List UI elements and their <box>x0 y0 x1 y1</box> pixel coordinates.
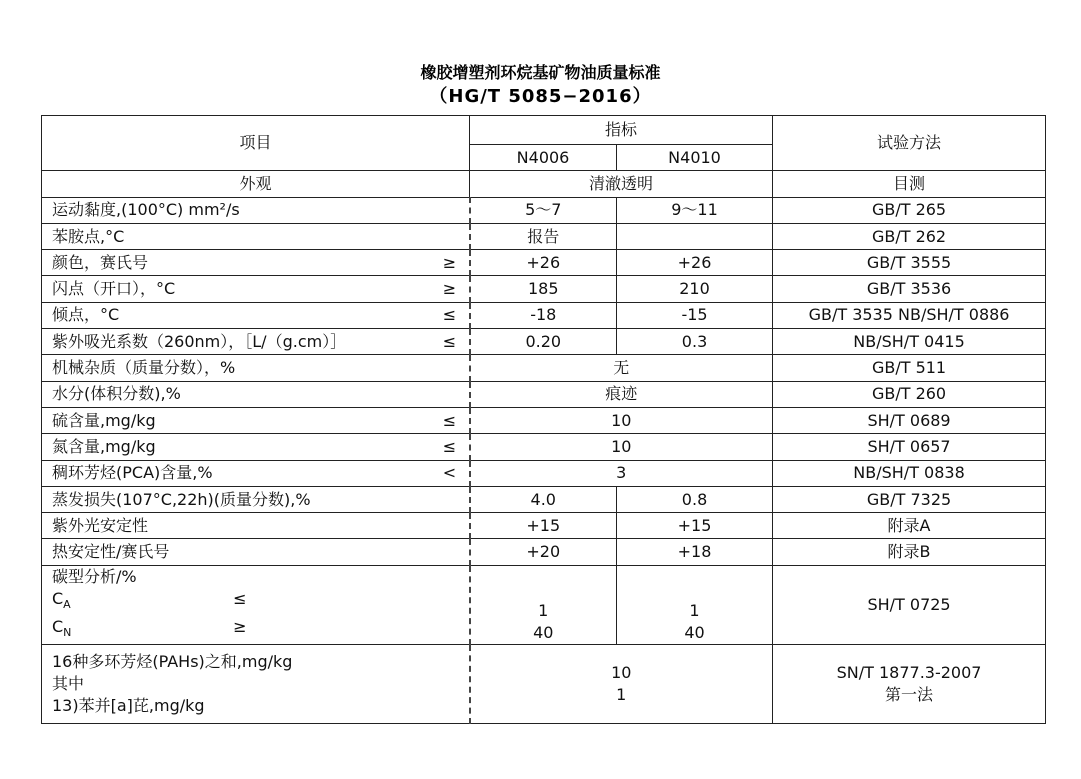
header-grade-n4006: N4006 <box>470 145 617 171</box>
header-index: 指标 <box>470 116 773 145</box>
row-label: 外观 <box>42 171 470 197</box>
table-row <box>42 460 1046 486</box>
row-sign <box>431 513 470 539</box>
row-value-n4010: +26 <box>617 250 773 276</box>
row-sign <box>431 223 470 249</box>
row-value: 10 <box>470 434 773 460</box>
row-method: NB/SH/T 0415 <box>773 329 1046 355</box>
row-value-n4006: 5～7 <box>470 197 617 223</box>
cn-sign: ≥ <box>233 616 247 636</box>
row-label: 运动黏度,(100°C) mm²/s <box>42 197 431 223</box>
row-label: 热安定性/赛氏号 <box>42 539 431 565</box>
row-value-n4006: 185 <box>470 276 617 302</box>
row-method: GB/T 3555 <box>773 250 1046 276</box>
ca-sign: ≤ <box>233 588 247 608</box>
document-title: 橡胶增塑剂环烷基矿物油质量标准 <box>420 63 661 82</box>
row-value-n4006: 1 40 <box>470 565 617 644</box>
spec-table <box>41 115 1046 724</box>
row-value: 痕迹 <box>470 381 773 407</box>
row-value-n4010: 1 40 <box>617 565 773 644</box>
row-sign: < <box>431 460 470 486</box>
row-value-n4006: +20 <box>470 539 617 565</box>
row-value-n4010: +15 <box>617 513 773 539</box>
row-method: 附录A <box>773 513 1046 539</box>
row-sign: ≤ <box>431 407 470 433</box>
row-method: SH/T 0689 <box>773 407 1046 433</box>
row-sign: ≤ <box>431 329 470 355</box>
row-label: 紫外光安定性 <box>42 513 431 539</box>
row-sign <box>431 355 470 381</box>
row-value-n4010: 0.3 <box>617 329 773 355</box>
row-value: 无 <box>470 355 773 381</box>
table-row <box>42 407 1046 433</box>
row-method: GB/T 3536 <box>773 276 1046 302</box>
table-row <box>42 355 1046 381</box>
standard-number: （HG/T 5085−2016） <box>429 86 652 107</box>
header-grade-n4010: N4010 <box>617 145 773 171</box>
carbon-label: 碳型分析/% <box>52 566 137 586</box>
row-method: GB/T 511 <box>773 355 1046 381</box>
table-row <box>42 539 1046 565</box>
row-method: SH/T 0725 <box>773 565 1046 644</box>
row-value-n4010 <box>617 223 773 249</box>
row-label: 紫外吸光系数（260nm），［L/（g.cm）］ <box>42 329 431 355</box>
row-value-n4006: 4.0 <box>470 486 617 512</box>
row-value: 10 1 <box>470 645 773 724</box>
row-sign: ≥ <box>431 250 470 276</box>
row-label: 苯胺点,°C <box>42 223 431 249</box>
row-label: 水分(体积分数),% <box>42 381 431 407</box>
row-sign: ≤ <box>431 434 470 460</box>
table-row-pah <box>42 645 1046 724</box>
row-method: GB/T 262 <box>773 223 1046 249</box>
row-label: 氮含量,mg/kg <box>42 434 431 460</box>
table-row <box>42 223 1046 249</box>
row-method: GB/T 260 <box>773 381 1046 407</box>
row-sign <box>431 645 470 724</box>
row-method: 附录B <box>773 539 1046 565</box>
row-value-n4010: 9～11 <box>617 197 773 223</box>
cn-label: $C_N$ <box>52 616 72 640</box>
row-value: 清澈透明 <box>470 171 773 197</box>
row-value-n4006: 报告 <box>470 223 617 249</box>
row-label: 闪点（开口），°C <box>42 276 431 302</box>
table-row <box>42 434 1046 460</box>
row-label: 硫含量,mg/kg <box>42 407 431 433</box>
row-method: SH/T 0657 <box>773 434 1046 460</box>
row-value-n4006: +26 <box>470 250 617 276</box>
table-row <box>42 381 1046 407</box>
header-item: 项目 <box>42 116 470 171</box>
row-value-n4006: -18 <box>470 302 617 328</box>
row-label: 16种多环芳烃(PAHs)之和,mg/kg 其中 13)苯并[a]芘,mg/kg <box>42 645 431 724</box>
row-value-n4010: 210 <box>617 276 773 302</box>
row-label <box>42 565 431 644</box>
row-sign <box>431 565 470 644</box>
row-value-n4006: +15 <box>470 513 617 539</box>
table-row <box>42 486 1046 512</box>
row-sign: ≥ <box>431 276 470 302</box>
row-label: 倾点，°C <box>42 302 431 328</box>
row-method: GB/T 3535 NB/SH/T 0886 <box>773 302 1046 328</box>
row-label: 稠环芳烃(PCA)含量,% <box>42 460 431 486</box>
row-value: 3 <box>470 460 773 486</box>
row-sign <box>431 539 470 565</box>
row-label: 蒸发损失(107°C,22h)(质量分数),% <box>42 486 431 512</box>
row-method: SN/T 1877.3-2007 第一法 <box>773 645 1046 724</box>
ca-label: $C_A$ <box>52 588 71 611</box>
table-row-carbon <box>42 565 1046 644</box>
table-row <box>42 276 1046 302</box>
row-method: NB/SH/T 0838 <box>773 460 1046 486</box>
table-row <box>42 197 1046 223</box>
row-sign <box>431 381 470 407</box>
row-method: GB/T 265 <box>773 197 1046 223</box>
table-row <box>42 171 1046 197</box>
row-value-n4006: 0.20 <box>470 329 617 355</box>
header-method: 试验方法 <box>773 116 1046 171</box>
row-value-n4010: 0.8 <box>617 486 773 512</box>
row-value-n4010: -15 <box>617 302 773 328</box>
table-row <box>42 513 1046 539</box>
table-row <box>42 302 1046 328</box>
row-method: GB/T 7325 <box>773 486 1046 512</box>
row-label: 机械杂质（质量分数），% <box>42 355 431 381</box>
row-sign: ≤ <box>431 302 470 328</box>
row-value: 10 <box>470 407 773 433</box>
table-row <box>42 250 1046 276</box>
row-method: 目测 <box>773 171 1046 197</box>
row-sign <box>431 197 470 223</box>
row-sign <box>431 486 470 512</box>
row-value-n4010: +18 <box>617 539 773 565</box>
table-row <box>42 329 1046 355</box>
row-label: 颜色，赛氏号 <box>42 250 431 276</box>
